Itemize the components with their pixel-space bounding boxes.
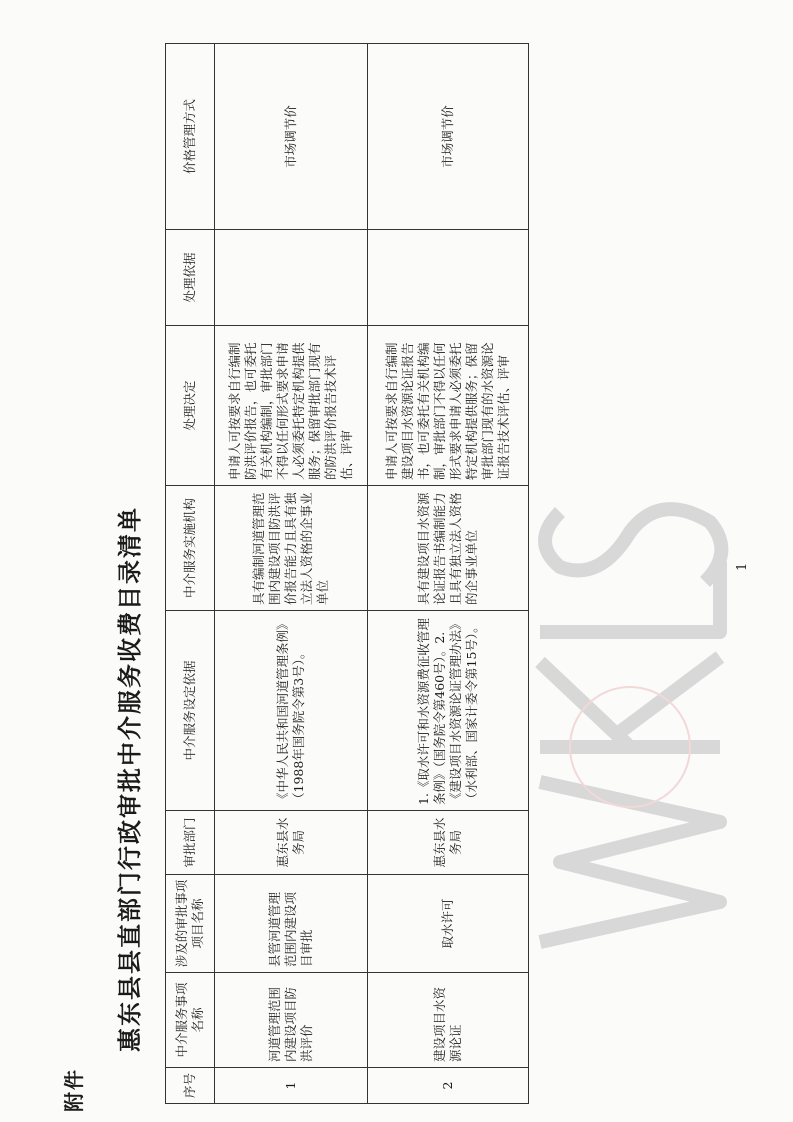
service-basis: 1.《取水许可和水资源费征收管理条例》（国务院令第460号）。2.《建设项目水资源论证管理办法》（水利部、国家计委令第15号）。 (368, 611, 529, 811)
price-management: 市场调节价 (215, 44, 368, 230)
processing-basis (368, 230, 529, 326)
watermark-stamp-icon (500, 492, 750, 962)
table-row (368, 44, 529, 1104)
header-cell: 中介服务设定依据 (166, 611, 215, 811)
page-title: 惠东县县直部门行政审批中介服务收费目录清单 (115, 506, 144, 1052)
service-agency: 具有编制河道管理范围内建设项目防洪评价报告能力且具有独立法人资格的企事业单位 (215, 486, 368, 611)
price-management: 市场调节价 (368, 44, 529, 230)
row-number: 1 (215, 1068, 368, 1104)
service-agency: 具有建设项目水资源论证报告书编制能力且具有独立法人资格的企事业单位 (368, 486, 529, 611)
service-name: 河道管理范围内建设项目防洪评价 (215, 973, 368, 1068)
header-cell: 中介服务事项名称 (166, 973, 215, 1068)
service-name: 建设项目水资源论证 (368, 973, 529, 1068)
header-cell: 审批部门 (166, 811, 215, 875)
processing-decision: 申请人可按要求自行编制建设项目水资源论证报告书，也可委托有关机构编制，审批部门不得以任何形式要求申请人必须委托特定机构提供服务；保留审批部门现有的水资源论证报告技术评估、评审 (368, 326, 529, 486)
approval-item: 县管河道管理范围内建设项目审批 (215, 875, 368, 973)
approval-department: 惠东县水务局 (215, 811, 368, 875)
header-cell: 价格管理方式 (166, 44, 215, 230)
header-cell: 处理依据 (166, 230, 215, 326)
header-cell: 中介服务实施机构 (166, 486, 215, 611)
header-cell: 涉及的审批事项项目名称 (166, 875, 215, 973)
processing-decision: 申请人可按要求自行编制防洪评价报告，也可委托有关机构编制，审批部门不得以任何形式要求申请人必须委托特定机构提供服务；保留审批部门现有的防洪评价报告技术评估、评审 (215, 326, 368, 486)
header-cell: 序号 (166, 1068, 215, 1104)
approval-item: 取水许可 (368, 875, 529, 973)
approval-department: 惠东县水务局 (368, 811, 529, 875)
fee-catalog-table (165, 43, 529, 1104)
page-number: 1 (735, 562, 750, 571)
processing-basis (215, 230, 368, 326)
attachment-label: 附件 (62, 1068, 86, 1112)
table-row (215, 44, 368, 1104)
header-cell: 处理决定 (166, 326, 215, 486)
service-basis: 《中华人民共和国河道管理条例》（1988年国务院令第3号）。 (215, 611, 368, 811)
table-header-row (166, 44, 215, 1104)
row-number: 2 (368, 1068, 529, 1104)
